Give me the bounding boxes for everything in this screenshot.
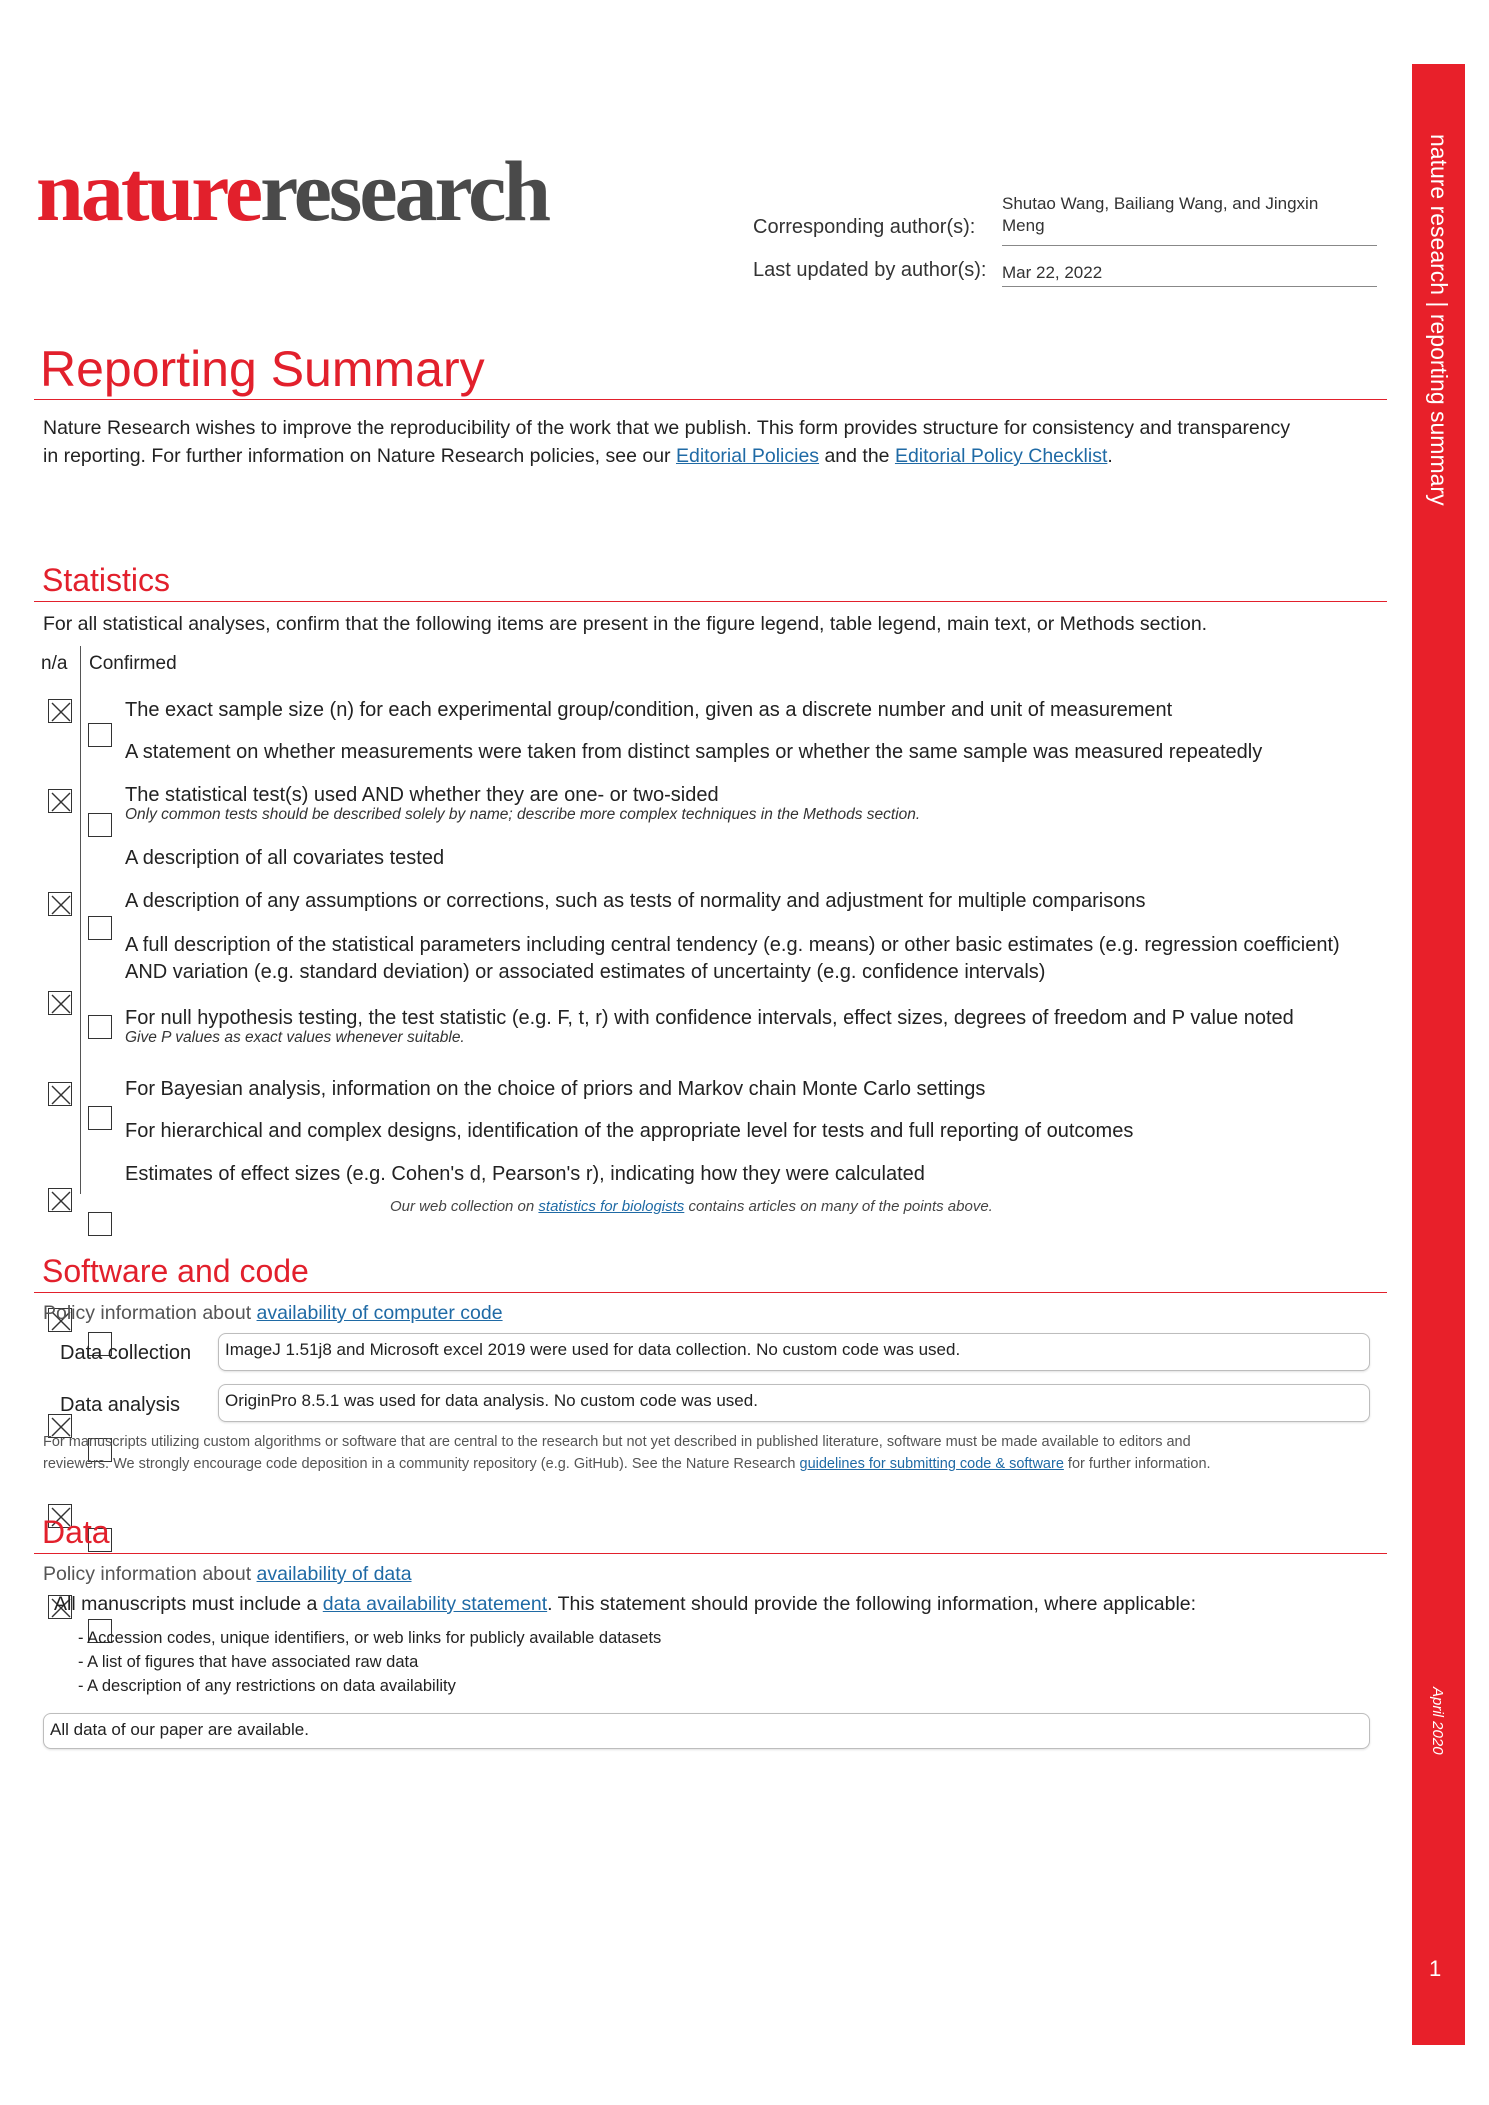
software-heading: Software and code — [42, 1253, 309, 1289]
confirmed-checkbox[interactable] — [88, 1015, 112, 1039]
data-analysis-label: Data analysis — [60, 1394, 181, 1416]
statistics-heading: Statistics — [42, 562, 171, 598]
sidebar-date: April 2020 — [1429, 1687, 1446, 1755]
checklist-item-text: For Bayesian analysis, information on the choice of priors and Markov chain Monte Carlo settings — [125, 1078, 986, 1100]
checklist-item-text: A description of any assumptions or corrections, such as tests of normality and adjustment for multiple comparisons — [125, 890, 1146, 912]
availability-of-data-link[interactable]: availability of data — [256, 1563, 412, 1585]
na-column-header: n/a — [41, 653, 68, 674]
page-number: 1 — [1429, 1956, 1442, 1981]
statistics-lead: For all statistical analyses, confirm that the following items are present in the figure legend, table legend, main text, or Methods section. — [43, 613, 1208, 635]
data-bullet: - Accession codes, unique identifiers, or web links for publicly available datasets — [78, 1629, 662, 1647]
statistics-for-biologists-link[interactable]: statistics for biologists — [538, 1198, 685, 1215]
confirmed-checkbox[interactable] — [88, 723, 112, 747]
data-bullets — [78, 1626, 661, 1698]
corresponding-author-line2: Meng — [1002, 216, 1045, 235]
checklist-item-text: The statistical test(s) used AND whether they are one- or two-sided — [125, 784, 719, 806]
data-availability-statement-link[interactable]: data availability statement — [322, 1593, 548, 1615]
sidebar-title: nature research | reporting summary — [1426, 134, 1452, 506]
software-policy: Policy information about availability of computer code — [43, 1302, 503, 1324]
statistics-footnote: Our web collection on statistics for biologists contains articles on many of the points above. — [390, 1198, 993, 1215]
corresponding-author-field[interactable] — [1002, 193, 1377, 246]
data-heading: Data — [42, 1514, 110, 1550]
na-checkbox[interactable] — [48, 1188, 72, 1212]
statistics-rule — [34, 601, 1387, 602]
corresponding-author-label: Corresponding author(s): — [753, 216, 976, 238]
na-checkbox[interactable] — [48, 892, 72, 916]
intro-line2: in reporting. For further information on Nature Research policies, see our Editorial Policies and the Editorial Policy Checklist. — [43, 445, 1113, 467]
na-checkbox[interactable] — [48, 1082, 72, 1106]
nature-research-logo — [36, 143, 549, 239]
data-policy: Policy information about availability of data — [43, 1563, 412, 1585]
checklist-item-text: A description of all covariates tested — [125, 847, 445, 869]
data-rule — [34, 1553, 1387, 1554]
na-checkbox[interactable] — [48, 699, 72, 723]
checklist-item-text-continued: AND variation (e.g. standard deviation) or associated estimates of uncertainty (e.g. confidence intervals) — [125, 961, 1046, 983]
checklist-item-note: Give P values as exact values whenever suitable. — [125, 1029, 465, 1046]
confirmed-checkbox[interactable] — [88, 1212, 112, 1236]
checklist-item-text: A full description of the statistical parameters including central tendency (e.g. means) or other basic estimates (e.g. regression coefficient) — [125, 934, 1340, 956]
logo-nature: nature — [36, 143, 261, 239]
data-analysis-field[interactable]: OriginPro 8.5.1 was used for data analysis. No custom code was used. — [218, 1384, 1370, 1422]
software-note: For manuscripts utilizing custom algorithms or software that are central to the research but not yet described in published literature, software must be made available to editors and reviewers. We strongly encourage code deposition in a community repository (e.g. GitHub). See the Nature Research guidelines for submitting code & software for further information. — [43, 1434, 1211, 1472]
data-collection-field[interactable]: ImageJ 1.51j8 and Microsoft excel 2019 were used for data collection. No custom code was used. — [218, 1333, 1370, 1371]
last-updated-field[interactable]: Mar 22, 2022 — [1002, 262, 1377, 287]
checklist-item-text: For null hypothesis testing, the test statistic (e.g. F, t, r) with confidence intervals, effect sizes, degrees of freedom and P value noted — [125, 1007, 1294, 1029]
checklist-item-text: The exact sample size (n) for each experimental group/condition, given as a discrete number and unit of measurement — [125, 699, 1173, 721]
confirmed-column-header: Confirmed — [89, 653, 177, 674]
code-guidelines-link[interactable]: guidelines for submitting code & software — [799, 1456, 1064, 1472]
confirmed-checkbox[interactable] — [88, 916, 112, 940]
checklist-item-text: A statement on whether measurements were taken from distinct samples or whether the same sample was measured repeatedly — [125, 741, 1263, 763]
software-rule — [34, 1292, 1387, 1293]
data-bullet: - A description of any restrictions on data availability — [78, 1677, 456, 1695]
corresponding-author-line1: Shutao Wang, Bailiang Wang, and Jingxin — [1002, 194, 1319, 213]
editorial-policy-checklist-link[interactable]: Editorial Policy Checklist — [894, 445, 1108, 467]
checklist-item-text: Estimates of effect sizes (e.g. Cohen's d, Pearson's r), indicating how they were calculated — [125, 1163, 925, 1185]
data-statement: All manuscripts must include a data availability statement. This statement should provide the following information, where applicable: — [54, 1593, 1197, 1615]
availability-of-code-link[interactable]: availability of computer code — [256, 1302, 503, 1324]
page-title: Reporting Summary — [40, 341, 485, 397]
na-checkbox[interactable] — [48, 991, 72, 1015]
confirmed-checkbox[interactable] — [88, 813, 112, 837]
logo-research: research — [260, 143, 549, 239]
data-bullet: - A list of figures that have associated raw data — [78, 1653, 419, 1671]
data-availability-field[interactable]: All data of our paper are available. — [43, 1713, 1370, 1749]
intro-line1: Nature Research wishes to improve the reproducibility of the work that we publish. This form provides structure for consistency and transparency — [43, 417, 1291, 439]
checklist-divider — [80, 646, 81, 1194]
na-checkbox[interactable] — [48, 789, 72, 813]
confirmed-checkbox[interactable] — [88, 1106, 112, 1130]
data-collection-label: Data collection — [60, 1342, 192, 1364]
editorial-policies-link[interactable]: Editorial Policies — [675, 445, 820, 467]
last-updated-label: Last updated by author(s): — [753, 259, 987, 281]
title-rule — [34, 399, 1387, 400]
checklist-item-text: For hierarchical and complex designs, identification of the appropriate level for tests and full reporting of outcomes — [125, 1120, 1134, 1142]
checklist-item-note: Only common tests should be described solely by name; describe more complex techniques in the Methods section. — [125, 806, 921, 823]
intro-paragraph — [43, 414, 1383, 470]
